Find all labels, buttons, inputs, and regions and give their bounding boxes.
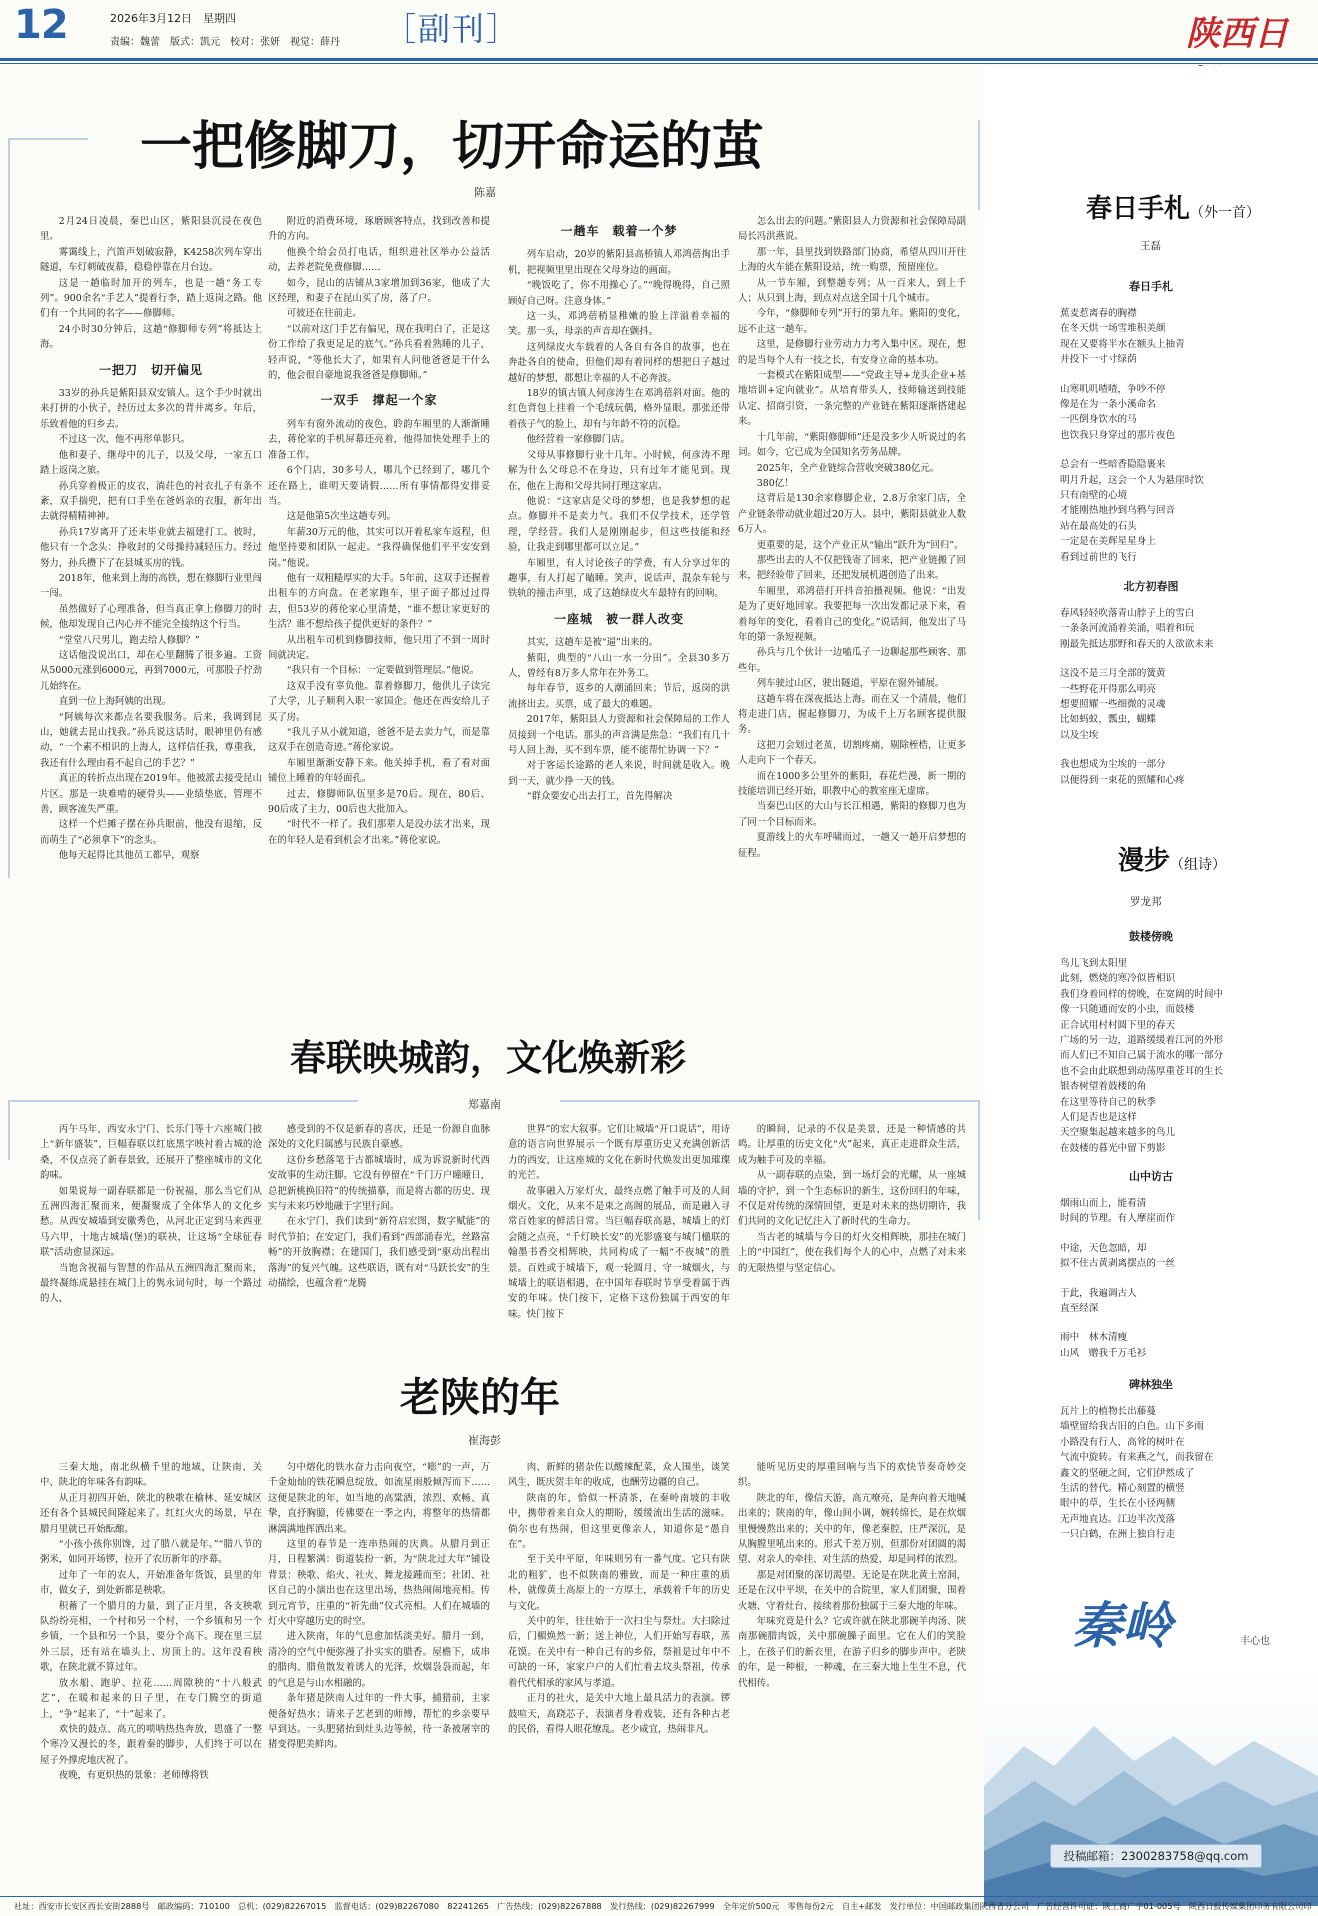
article-paragraph: 条年猪是陕南人过年的一件大事，捕猎前，主家便备好热水；请来子艺老到的师傅，帮忙的乡亲要早早到达。一头肥猪抬到灶头边等候，待一条被屠宰的猪变得肥美鲜肉。 [268, 1693, 490, 1751]
article-paragraph: 每年春节，返乡的人潮涌回来；节后，返岗的洪流挤出去。买票，成了最大的难题。 [508, 683, 730, 710]
article-paragraph: 紫阳，典型的“八山一水一分田”。全县30多万人，曾经有8万多人常年在外务工。 [508, 652, 730, 679]
article-paragraph: 肉、新鲜的猪杂佐以酸辣配菜，众人围坐，谈笑风生，既庆贺丰年的收成，也酬劳边疆的自己。 [508, 1462, 730, 1489]
article-paragraph: 他说：“这家店是父母的梦想，也是我梦想的起点。修脚并不是卖力气。我们不仅学技术，还学管理，学经营。我们人是刚刚起步，但这些技能和经验，让我走到哪里都可以立足。” [508, 495, 730, 554]
article-paragraph: 车厢里，有人讨论孩子的学费，有人分享过年的趣事，有人打起了瞌睡。笑声，说话声，混杂车轮与铁轨的撞击声里，成了这趟绿皮火车最特有的回响。 [508, 557, 730, 600]
article-paragraph: 的瞬间，记录的不仅是美景，还是一种情感的共鸣。让厚重的历史文化“火”起来，真正走进群众生活，成为触手可及的幸福。 [738, 1124, 966, 1166]
stanza-break [1060, 1272, 1290, 1286]
article-paragraph: 那一年，县里找到铁路部门协商，希望从四川开往上海的火车能在紫阳设站，统一购票，预留座位。 [738, 246, 966, 274]
poem2-section1-title: 鼓楼傍晚 [1129, 930, 1173, 943]
poem-line: 在鼓楼的暮光中留下剪影 [1060, 1142, 1166, 1154]
poem-line: 中途，天色忽暗，却 [1060, 1242, 1147, 1254]
article-paragraph: 他有一双粗糙厚实的大手。5年前，这双手还握着出租车的方向盘。在老家跑车，里子面子都过过得去，但53岁的蒋伦家心里清楚，“谁不想让家更好的生活？谁不想给孩子提供更好的条件？” [268, 572, 490, 631]
poem-line: 在冬天烘一场雪堆积美颜 [1060, 323, 1166, 335]
frame-line [560, 1100, 978, 1102]
article-paragraph: 其实，这趟车是被“逼”出来的。 [526, 637, 659, 649]
article-paragraph: 这背后是130余家修脚企业，2.8万余家门店，全产业链条带动就业超过20万人。县中，紫阳县就业人数6万人。 [738, 493, 966, 536]
poem1-title-text: 春日手札 [1086, 194, 1191, 224]
poem-line: 无声地直达。江边半次茂落 [1060, 1513, 1176, 1525]
poem1-title-suffix: （外一首） [1190, 205, 1261, 221]
poem-line: 眼中的草，生长在小径两侧 [1060, 1498, 1176, 1510]
poem-line: 在这里等待自己的秋季 [1060, 1096, 1156, 1108]
article-paragraph: 至于关中平原，年味则另有一番气度。它只有陕北的粗犷，也不似陕南的雅致，而是一种庄重的质朴，就像黄土高原上的一方厚土，承载着千年的历史与文化。 [508, 1554, 730, 1612]
stanza-break [1060, 368, 1290, 382]
article-paragraph: 不过这一次，他不再形单影只。 [58, 434, 191, 446]
poem-line: 像是在为一条小溪命名 [1060, 399, 1156, 411]
poem-line: 春风轻轻吹落青山脖子上的雪白 [1060, 608, 1195, 619]
poem-line: 瓦片上的植物长出藤蔓 [1060, 1406, 1156, 1417]
article-paragraph: 更重要的是，这个产业正从“输出”跃升为“回归”。 [756, 539, 964, 551]
stanza-break [1060, 743, 1290, 757]
article-paragraph: 夏游线上的火车呼啸而过，一趟又一趟开启梦想的征程。 [738, 832, 966, 859]
article-paragraph: 欢快的鼓点、高亢的唢呐热热奔放，恩盛了一整个寒冷又漫长的冬，跟着秦的脚步，人们终于可以在屋子外撑虎地庆祝了。 [40, 1723, 262, 1766]
poem-line: 银杏树望着鼓楼的角 [1060, 1081, 1147, 1093]
article-paragraph: 能听见历史的厚重回响与当下的欢快节奏奇妙交织。 [738, 1462, 966, 1489]
article2-author: 郑嘉南 [468, 1098, 501, 1111]
poem-line: 这没不是三月全部的簧黄 [1060, 668, 1166, 680]
article-paragraph: 车厢里，邓鸿蓓打开抖音拍摄视频。他说：“出发是为了更好地回家。我要把每一次出发都记录下来，看着每年的变化，看着自己的变化。”说话间，他发出了马年的第一条短视频。 [738, 585, 966, 643]
poem-line: 以及尘埃 [1060, 729, 1099, 741]
article-paragraph: “我儿子从小就知道，爸爸不是去卖力气，而是靠这双手在创造奇迹。”蒋伦家说。 [268, 727, 490, 754]
article-paragraph: 过去，修脚师队伍里多是70后。现在，80后、90后成了主力，00后也大批加入。 [268, 788, 490, 816]
frame-line [8, 1100, 10, 1160]
article-paragraph: 孙兵与几个伙计一边嗑瓜子一边聊起那些顾客、那些年。 [738, 647, 966, 674]
poem-line: 一匹倒身饮水的马 [1060, 414, 1137, 426]
article-paragraph: 今年，“修脚师专列”开行的第九年。紫阳的变化，远不止这一趟车。 [738, 308, 966, 335]
stanza-break [1060, 1316, 1290, 1330]
article-paragraph: 直到一位上海阿姨的出现。 [58, 696, 172, 708]
poem2-section3-title: 碑林独坐 [1129, 1378, 1173, 1391]
poetry-column [984, 66, 1318, 1912]
poem-line: 想要照耀一些细微的灵魂 [1060, 699, 1166, 711]
frame-line [978, 1100, 980, 1220]
stanza-break [1060, 443, 1290, 457]
article-paragraph: 年味究竟是什么？它或许就在陕北那碗羊肉汤、陕南那碗腊肉饭，关中那碗臊子面里。它在人们的笑脸上，在孩子们的新衣里，在游子归乡的脚步声中。老陕的年，是一种根，一种魂，在三秦大地上生生不息，代代相传。 [738, 1616, 966, 1689]
article2-column-1 [40, 1122, 262, 1360]
poem-line: 鸟儿飞到太阳里 [1060, 958, 1128, 969]
poem-line: 正合试用村村圆下里的春天 [1060, 1019, 1176, 1031]
poem2-title-suffix: （组诗） [1170, 857, 1227, 873]
masthead-logo: 陕西日 [1186, 14, 1288, 54]
article-paragraph: 这是一趟临时加开的列车，也是一趟“务工专列”。900余名“手艺人”提着行李，踏上返岗之路。他们有一个共同的名字——修脚师。 [40, 277, 262, 320]
article-paragraph: 列车有窗外流动的夜色，聆韵车厢里的人渐渐睡去，蒋伦家的手机屏幕还亮着，他得加快处理手上的准备工作。 [268, 418, 490, 461]
article-paragraph: “群众要安心出去打工，首先得解决 [526, 791, 673, 803]
article-paragraph: 丙午马年，西安永宁门、长乐门等十六座城门披上“新年盛装”，巨幅春联以红底黑字映衬着古城的沧桑，不仅点亮了新春景致，还展开了整座城市的文化韵味。 [40, 1124, 262, 1182]
article-paragraph: 他和妻子、继母中的儿子，以及父母，一家五口踏上返岗之旅。 [40, 449, 262, 477]
article-paragraph: 这里，是修脚行业劳动力力考入集中区。现在，想的是当每个人有一技之长，有安身立命的基本功。 [738, 339, 966, 366]
frame-line [978, 120, 980, 210]
article3-column-2 [268, 1460, 490, 1890]
article-subheading: 一座城 被一群人改变 [553, 611, 684, 626]
poem-line: 我们身着同样的傍晚，在宽阔的时间中 [1060, 988, 1224, 1000]
article1-column-4 [738, 214, 966, 884]
mountain-landscape-illustration [984, 1666, 1318, 1906]
article3-title: 老陕的年 [400, 1375, 560, 1421]
poem-line: 只有南壁的心境 [1060, 490, 1128, 502]
article-paragraph: 过年了一年的农人，开始准备年货饭，县里的年市，做女子，到处新都是秧歌。 [40, 1569, 262, 1597]
article-paragraph: 380亿！ [756, 477, 794, 489]
poem-line: 现在又要将半水在额头上抽青 [1060, 338, 1185, 350]
poem-line: 山寒叽叽喳喳，争吵不停 [1060, 383, 1166, 395]
article-paragraph: 从出租车司机到修脚技师，他只用了不到一周时间就决定。 [268, 634, 490, 661]
stanza-break [1060, 1227, 1290, 1241]
poem1-section1-body [1060, 306, 1290, 565]
poem2-section2-title: 山中访古 [1129, 1170, 1173, 1183]
article-paragraph: 这趟车将在深夜抵达上海。而在又一个清晨，他们将走进门店，握起修脚刀，为成千上万名顾客提供服务。 [738, 693, 966, 736]
article-paragraph: 当饱含祝福与智慧的作品从五洲四海汇聚而来，最终凝练成悬挂在城门上的隽永词句时，每一个路过的人， [40, 1262, 262, 1305]
poem-line: 人们是否也是这样 [1060, 1112, 1137, 1124]
poem-line: 直至经深 [1060, 1303, 1099, 1315]
poem2-title-text: 漫步 [1118, 846, 1171, 876]
article-paragraph: 一套模式在紫阳成型——“党政主导+龙头企业+基地培训+定向就业”。从培育带头人，技师输送到技能认定、招商引资，一条完整的产业链在紫阳逐渐搭建起来。 [738, 370, 966, 428]
poem-line: 此刻，燃烧的寒冷似皆相识 [1060, 973, 1176, 985]
article1-column-1 [40, 214, 262, 884]
poem2-section1-body [1060, 956, 1290, 1156]
article-paragraph: 正月的社火，是关中大地上最具活力的表演。锣鼓喧天，高跷芯子，表演者身着戏装，还有各种古老的民俗，看得人眼花缭乱。老少咸宜，热闹非凡。 [508, 1693, 730, 1735]
article-paragraph: 从一节车厢，到整趟专列；从一百来人，到上千人；从只到上海，到点对点送全国十几个城市。 [738, 277, 966, 305]
submission-email: 投稿邮箱：2300283758@qq.com [1050, 1844, 1262, 1868]
stanza-break [1060, 652, 1290, 666]
frame-line [8, 138, 88, 140]
poem-line: 蕉麦惹离春的胸襟 [1060, 308, 1137, 319]
poem-line: 拟不住古黄剥离摆点的一丝 [1060, 1258, 1176, 1270]
page-number: 12 [14, 2, 68, 48]
poem2-author: 罗龙邦 [1130, 896, 1162, 908]
article-paragraph: 他经营着一家修脚门店。 [526, 434, 630, 446]
poem-line: 我也想成为尘埃的一部分 [1060, 759, 1166, 771]
article3-column-4 [738, 1460, 966, 1890]
article-paragraph: 这一头，邓鸿蓓稍显稚嫩的脸上洋溢着幸福的笑。那一头，母亲的声音却在颤抖。 [508, 311, 730, 338]
editor-credits: 责编：魏蕾 版式：凯元 校对：张妍 视觉：薛丹 [110, 37, 340, 48]
article-paragraph: 年薪30万元的他，其实可以开着私家车返程，但他坚持要和团队一起走。“我得确保他们平平安安到岗。”他说。 [268, 526, 490, 569]
article-paragraph: 这把刀会划过老茧，切割疼痛，剔除桎梏，让更多人走向下一个春天。 [738, 739, 966, 767]
poem-line: 小路没有行人，高耸的树叶在 [1060, 1436, 1185, 1448]
article3-column-3 [508, 1460, 730, 1890]
poem2-section2-body [1060, 1196, 1290, 1361]
article-paragraph: 如今，昆山的店铺从3家增加到36家，他成了大区经理，和妻子在昆山买了房，落了户。 [268, 277, 490, 305]
article-paragraph: “阿姨每次来都点名要我服务。后来，我调到昆山，她就去昆山找我。”孙兵说这话时，眼神里仍有感动，“一个素不相识的上海人，这样信任我，尊重我，我还有什么理由看不起自己的手艺？” [40, 711, 262, 769]
article3-author: 崔海彭 [468, 1434, 501, 1447]
poem-line: 明月升起，这会一个人为悬崖时饮 [1060, 474, 1204, 486]
article2-title: 春联映城韵，文化焕新彩 [290, 1038, 687, 1079]
article-subheading: 一趟车 载着一个梦 [560, 224, 678, 238]
article-paragraph: 这里的春节是一连串热闹的庆典。从腊月到正月，日程繁满：街道装扮一新，为“陕北过大年”铺设背景：秧歌、焰火、社火、舞龙接踵而至；社团、社区自己的小演出也在这里出场，热热闹闹地亮相。传到元宵节，庄重的“祈先曲”仪式亮相。人们在城墙的灯火中穿越历史的时空。 [268, 1539, 490, 1628]
article-paragraph: 而在1000多公里外的紫阳，春花烂漫，新一期的技能培训已经开始，职教中心的教室座无虚席。 [738, 770, 966, 798]
article-paragraph: 从正月初四开始，陕北的秧歌在榆林、延安城区还有各个县城民间隆起来了。红红火火的场景，早在腊月里就已开始酝酿。 [40, 1492, 262, 1535]
article-paragraph: 车厢里渐渐安静下来。他关掉手机，看了看对面铺位上睡着的年轻面孔。 [268, 757, 490, 785]
poem-line: 一只白鹤，在洲上独自行走 [1060, 1529, 1176, 1541]
poem-line: 像一只随通而安的小虫，而鼓楼 [1060, 1004, 1195, 1016]
poem-line: 刚最先抵达那野和春天的人欲欲未来 [1060, 638, 1214, 650]
article-paragraph: 放水船、跑驴、拉花……周隙秧的“十八般武艺”，在暖和起来的日子里，在专门腾空的街道上，“争“起来了，“十”起来了。 [40, 1677, 262, 1720]
article-paragraph: 这是他第5次坐这趟专列。 [286, 511, 396, 523]
article-paragraph: 十几年前，“紫阳修脚师”还是没多少人听说过的名词。如今，它已成为全国知名劳务品牌。 [738, 431, 966, 459]
poem-line: 墙壁留给我古旧的白色。山下多雨 [1060, 1421, 1204, 1433]
poem-line: 而人们已不知自己属于流水的哪一部分 [1060, 1050, 1224, 1062]
frame-line [8, 138, 10, 878]
article-paragraph: 2月24日凌晨，秦巴山区，紫阳县沉浸在夜色里。 [40, 216, 262, 243]
article-paragraph: 那些出去的人不仅把钱寄了回来，把产业链搬了回来，把经验带了回来，还把发展机遇创造了出来。 [738, 554, 966, 582]
article-paragraph: 在永宁门，我们读到“新符启宏图，数字赋能”的时代节拍；在安定门，我们看到“西部涌春光，丝路富畅”的开放胸襟；在建国门，我们感受到“驱动出程出落海”的复兴气魄。这些联语，既有对“马跃长安”的生动描绘，也蕴含着“龙腾 [268, 1216, 490, 1290]
article-paragraph: 怎么出去的问题。”紫阳县人力资源和社会保障局副局长冯洪燕说。 [738, 216, 966, 243]
article-paragraph: 33岁的孙兵是紫阳县双安镇人。这个手少时就出来打拼的小伙子，经历过太多次的背井离乡。年后，乐致着他的归乡去。 [40, 388, 262, 430]
poem-line: 一条条河流涌着美涌，唱着和玩 [1060, 623, 1195, 635]
article-paragraph: 他换个给会员打电话，组织进社区举办公益活动，去养老院免费修脚…… [268, 246, 490, 274]
article-paragraph: 孙兵穿着极正的皮衣，淌荘色的衬衣扎子有条不紊，双手揣兜，把有口手坐在爸妈亲的衣服，新年出去就得精精神神。 [40, 480, 262, 523]
article-subheading: 一双手 撑起一个家 [320, 393, 438, 408]
poem-line: 于此，我遍调古人 [1060, 1287, 1137, 1299]
poem-line: 鑫文的坚硬之间，它们伊然成了 [1060, 1467, 1195, 1479]
article-paragraph: “时代不一样了。我们那辈人是没办法才出来，现在的年轻人是看到机会才出来。”蒋伦家说。 [268, 819, 490, 846]
page-footer: 社址：西安市长安区西长安街2888号 邮政编码：710100 总机：(029)82267015 监督电话：(029)82267080 82241265 广告热线：(029)82267888 发行热线：(029)82267999 全年定价500元 零售每份2元 自主+邮发 发行单位：中国邮政集团陕西省分公司 广告经营许可证：陕工商广字01-005号 陕西日报传媒集团印务有限公司印 [0, 1896, 1318, 1916]
article-paragraph: 当古老的城墙与今日的灯火交相辉映，那挂在城门上的“中国红”，使在我们每个人的心中，点燃了对未来的无限热望与坚定信心。 [738, 1231, 966, 1274]
article-paragraph: 雾霭线上，汽笛声划破寂静，K4258次列车穿出隧道，车灯刺破夜幕，稳稳停靠在月台边。 [40, 246, 262, 274]
poem1-author: 王磊 [1140, 240, 1161, 252]
article-paragraph: “晚饭吃了，你不用操心了。”“晚得晚得，自己照顾好自己呀。注意身体。” [508, 280, 730, 307]
poem2-title [1118, 840, 1226, 877]
article-paragraph: 24小时30分钟后，这趟“修脚师专列”将抵达上海。 [40, 323, 262, 351]
article-paragraph: “我只有一个目标：一定要做到管理层。”他说。 [286, 665, 480, 677]
qinling-calligraphy-logo: 秦岭 [1072, 1596, 1172, 1655]
poem-line: 总会有一些暗香隐隐裹来 [1060, 459, 1166, 471]
article-paragraph: 他每天起得比其他员工都早，观察 [58, 850, 200, 862]
article-paragraph: 三秦大地，南北纵横千里的地域，让陕南、关中、陕北的年味各有韵味。 [40, 1462, 262, 1489]
article-paragraph: “以前对这门手艺有偏见，现在我明白了，正是这份工作给了我更足足的底气。”孙兵看着熟睡的儿子，轻声说，“等他长大了，如果有人问他爸爸是干什么的，他会很自豪地说我爸爸是修脚师。” [268, 323, 490, 382]
article-paragraph: 陕南的年，恰似一杯清茶，在秦岭南坡的丰收中，携带着来自众人的期盼，缓缓流出生活的滋味。倘尔也有热闹，但这里更像亲人，知道你是“愚自在”。 [508, 1492, 730, 1551]
poem-line: 比如蚂蚁，瓢虫，蝴蝶 [1060, 714, 1156, 726]
poem1-section2-title: 北方初春图 [1123, 580, 1179, 593]
poem-line: 也不会由此联想到动荡厚重苍耳的生长 [1060, 1065, 1224, 1077]
poem-line: 气流中旋转。有来燕之气，而我留在 [1060, 1452, 1214, 1464]
issue-date: 2026年3月12日 星期四 [110, 12, 236, 25]
poem-line: 站在最高处的石头 [1060, 520, 1137, 532]
article-paragraph: “堂堂八尺男儿，跑去给人修脚？” [58, 634, 200, 646]
article-paragraph: 列车启动，20岁的紫阳县高桥镇人邓鸿蓓掏出手机，把视频里里出现在父母身边的画面。 [508, 249, 730, 276]
poem-line: 一定是在美辉星星身上 [1060, 536, 1156, 548]
poem-line: 一些野花开得那么明亮 [1060, 683, 1156, 695]
calligraphy-signature: 丰心也 [1240, 1636, 1270, 1647]
article-paragraph: 可彼还在往前走。 [286, 308, 362, 320]
article1-author: 陈嘉 [474, 186, 496, 199]
article-paragraph: 6个门店，30多号人，哪儿个已经到了，哪几个还在路上，谁明天要请假……所有事情都得安排妥当。 [268, 465, 490, 507]
poem-line: 也饮我只身穿过的那片夜色 [1060, 429, 1176, 441]
article-paragraph: 2017年，紫阳县人力资源和社会保障局的工作人员接到一个电话。那头的声音满是焦急：“我们有几十号人回上海，买不到车票，能不能帮忙协调一下？” [508, 714, 730, 756]
poem-line: 山风 赠我千万毛衫 [1060, 1347, 1147, 1359]
poem1-section2-body [1060, 606, 1290, 788]
header-rule-thin [0, 63, 1318, 64]
poem-line: 烟雨山而上，能看清 [1060, 1198, 1147, 1209]
poem-line: 天空聚集起越来越多的鸟儿 [1060, 1127, 1176, 1139]
article-paragraph: 当秦巴山区的大山与长江相遇，紫阳的修脚刀也为了同一个目标而来。 [738, 801, 966, 828]
article2-column-2 [268, 1122, 490, 1360]
article2-column-4 [738, 1122, 966, 1360]
article-paragraph: 这话他没说出口，却在心里翻腾了很多遍。工资从5000元涨到6000元，再到7000元，可那股子拧劲儿始终在。 [40, 649, 262, 692]
article-paragraph: 2025年，全产业链综合营收突破380亿元。 [756, 462, 940, 474]
article-paragraph: “小孩小孩你别馋，过了腊八就是年。”“腊八节的粥米，如同开场锣，拉开了农历新年的序幕。 [40, 1539, 262, 1566]
article-paragraph: 如果说每一副春联都是一份祝福，那么当它们从五洲四海汇聚而来，便凝聚成了全体华人的文化乡愁。从西安城墙到安徽秀色，从河北正定到马来西亚马六甲，十地古城墙(堡)的联袂，让这场“全球征春联”活动愈显深远。 [40, 1185, 262, 1259]
article3-column-1 [40, 1460, 262, 1890]
article-paragraph: 孙兵17岁离开了还未毕业就去福建打工。彼时，他只有一个念头：挣收封的父母操持减轻压力。经过努力，孙兵攒下了在县城买房的钱。 [40, 526, 262, 569]
article-paragraph: 夜晚，有更炽热的景象：老师傅将铁 [58, 1770, 209, 1782]
article-paragraph: 对于客运长途路的老人来说，时间就是收入。晚到一天，就少挣一天的钱。 [508, 760, 730, 787]
article-paragraph: 从一副春联的点染，到一场灯会的光耀，从一座城墙的守护，到一个生态标识的新生，这份回归的年味，不仅是对传统的深情回望，更是对未来的热切期许，我们共同的文化记忆注入了新时代的生命力。 [738, 1170, 966, 1228]
frame-line [8, 1100, 358, 1102]
article-paragraph: 这样一个烂摊子摆在孙兵眼前，他没有退缩，反而萌生了“必须拿下”的念头。 [40, 819, 262, 846]
poem-line: 以便得到一束花的照耀和心疼 [1060, 774, 1185, 786]
article-paragraph: 感受到的不仅是新春的喜庆，还是一份源自血脉深处的文化归属感与民族自豪感。 [268, 1124, 490, 1151]
article-paragraph: 这列绿皮火车载着的人各自有各自的故事，也在奔赴各自的使命，但他们却有着同样的想把日子越过越好的梦想，都想让幸福的人不必奔波。 [508, 341, 730, 384]
poem1-section1-title: 春日手札 [1129, 280, 1173, 293]
article-paragraph: 这份乡愁落笔于古都城墙时，成为诉说新时代西安故事的生动注脚。它没有停留在“千门万户曈曈日，总把新桃换旧符”的传统描摹，而是将古都的历史、现实与未来巧妙地融于字里行间。 [268, 1154, 490, 1213]
article-paragraph: 世界”的宏大叙事。它们让城墙“开口说话”，用诗意的语言向世界展示一个既有厚重历史又充满创新活力的西安，让这座城的文化在新时代焕发出更加璀璨的光芒。 [508, 1124, 730, 1182]
poem-line: 才能刚热地抄到乌鸦与回音 [1060, 505, 1176, 517]
article-paragraph: 虽然做好了心理准备，但当真正拿上修脚刀的时候，他却发现自己内心并不能完全接纳这个行当。 [40, 603, 262, 631]
poem-line: 时间的节理。有人摩崖而作 [1060, 1213, 1176, 1225]
article-subheading: 一把刀 切开偏见 [98, 362, 203, 377]
article-paragraph: 18岁的镇古镇人何彦涛生在邓鸿蓓斜对面。他的红色背包上挂着一个毛绒玩偶，格外显眼。那张还带着孩子气的脸上，却有与年龄不符的沉稳。 [508, 388, 730, 430]
poem-line: 并投下一寸寸绿荫 [1060, 354, 1137, 366]
article-paragraph: 附近的消费环境，琢磨顾客特点，找到改善和提升的方向。 [268, 216, 490, 243]
article-paragraph: 积蓄了一个腊月的力量，到了正月里，各支秧歌队纷纷亮相，一个村和另一个村，一个乡镇和另一个乡镇，一个县和另一个县，要分个高下。现在里三层外三层，还有站在墙头上、房顶上的。这年没看秧歌，在陕北就不算过年。 [40, 1600, 262, 1674]
article2-column-3 [508, 1122, 730, 1360]
article-paragraph: 真正的转折点出现在2019年。他被派去接受昆山片区。那是一块难啃的硬骨头——业绩垫底，管理不善，顾客流失严重。 [40, 773, 262, 816]
poem1-title [1086, 188, 1260, 225]
article-paragraph: 列车驶过山区，驶出隧道，平原在窗外铺展。 [756, 678, 945, 690]
article-paragraph: 这双手没有辜负他。靠着修脚刀，他供儿子读完了大学，儿子顺利入职一家国企。他还在西安给儿子买了房。 [268, 680, 490, 723]
poem-line: 生活的替代。精心刻置的横竖 [1060, 1483, 1185, 1495]
article-paragraph: 陕北的年，像信天游，高亢嘹亮，是奔向着天地喊出来的；陕南的年，像山间小调，婉转绵长，是在炊烟里慢慢熬出来的；关中的年，像老秦腔，庄严深沉，是从胸膛里吼出来的。形式千差万别，但那份对团圆的渴望、对亲人的牵挂、对生活的热爱，却是同样的浓烈。 [738, 1492, 966, 1566]
article-paragraph: 故事融入万家灯火，最终点燃了触手可及的人间烟火。文化，从来不是束之高阁的展品，而是融入寻常百姓家的鲜活日常。当巨幅春联高悬，城墙上的灯会随之点亮，“千灯映长安”的光影盛宴与城门楹联的翰墨书香交相辉映，共同构成了一幅“不夜城”的胜景。百姓或于城墙下，观一轮圆月、守一城烟火，与城墙上的联语相遇，在中国年春联时节享受着属于西安的年味。快门按下，定格下这份独属于西安的年味。快门按下 [508, 1185, 730, 1320]
poem-line: 看到过前世的飞行 [1060, 551, 1137, 563]
article-paragraph: 进入陕南，年的气息愈加恬淡美好。腊月一到，清冷的空气中便弥漫了扑实实的腊香。屋檐下，成串的腊肉、腊鱼散发着诱人的光泽，炊烟袅袅而起，年的气息是与山水相融的。 [268, 1631, 490, 1689]
section-label: ［副刊］ [384, 10, 521, 48]
article1-column-2 [268, 214, 490, 884]
article1-title: 一把修脚刀，切开命运的茧 [140, 117, 765, 177]
poem-line: 广场的另一边，道路缓缓着江河的外形 [1060, 1035, 1224, 1047]
article-paragraph: 关中的年，往往始于一次扫尘与祭灶。大扫除过后，门楣焕然一新；送上神位，人们开始写春联，蒸花馍。在关中有一种自己有的乡俗，祭祖是过年中不可缺的一环，家家户户的人们忙着去坟头祭祖，传承着代代相承的家风与孝道。 [508, 1616, 730, 1689]
header-rule [0, 58, 1318, 61]
poem-line: 雨中 林木清瘦 [1060, 1332, 1128, 1344]
article-paragraph: 父母从事修脚行业十几年。小时候，何彦涛不理解为什么父母总不在身边，只有过年才能见到。现在，他在上海和父母共同打理这家店。 [508, 449, 730, 492]
page-header [0, 0, 1318, 62]
article1-column-3 [508, 214, 730, 884]
article-paragraph: 2018年，他来到上海的高铁，想在修脚行业里闯一闯。 [40, 572, 262, 600]
article-paragraph: 匀中熔化的铁水奋力击向夜空，“嘭”的一声，万千金灿灿的铁花瞬息绽放，如流星雨般倾泻而下……这便是陕北的年，如当地的高粱酒，浓烈、欢畅、真挚，直抒胸臆，传佛要在一季之内，将整年的热情都淋漓满地挥洒出来。 [268, 1462, 490, 1535]
poem2-section3-body [1060, 1404, 1290, 1543]
article-paragraph: 那是对团聚的深切渴望。无论是在陕北黄土窑洞，还是在汉中平坝，在关中的合院里，家人们团聚，围着火塘、守着灶台、接续着那份独属于三秦大地的年味。 [738, 1569, 966, 1612]
